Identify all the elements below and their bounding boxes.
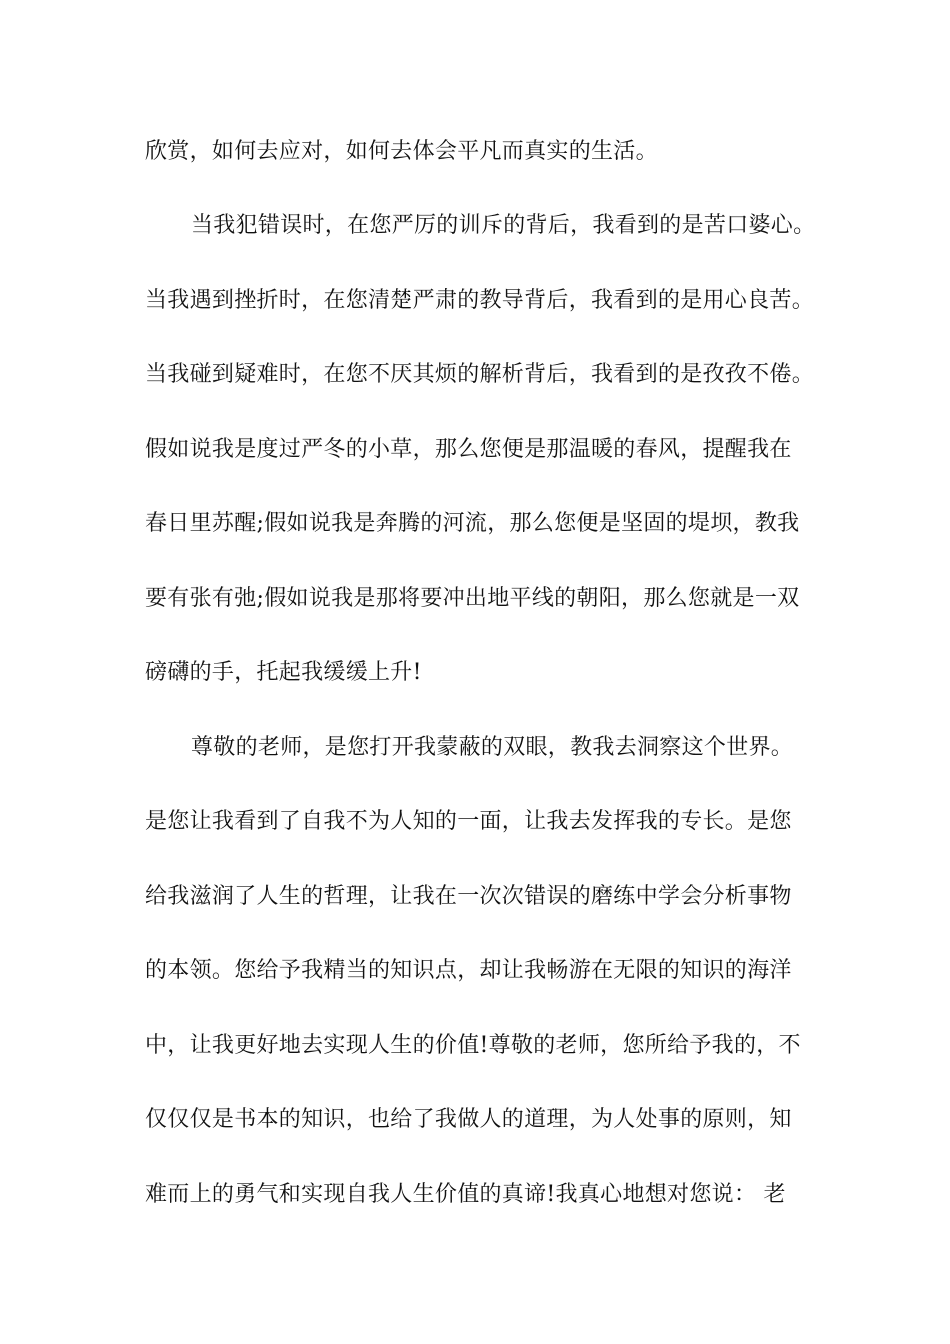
- text-line-11: 给我滋润了人生的哲理，让我在一次次错误的磨练中学会分析事物: [145, 884, 792, 909]
- text-line-5: 假如说我是度过严冬的小草，那么您便是那温暖的春风，提醒我在: [145, 437, 792, 462]
- text-line-10: 是您让我看到了自我不为人知的一面，让我去发挥我的专长。是您: [145, 809, 792, 834]
- text-line-15: 难而上的勇气和实现自我人生价值的真谛!我真心地想对您说： 老: [145, 1182, 786, 1207]
- text-line-13: 中，让我更好地去实现人生的价值!尊敬的老师，您所给予我的，不: [145, 1033, 801, 1058]
- text-line-6: 春日里苏醒;假如说我是奔腾的河流，那么您便是坚固的堤坝，教我: [145, 511, 800, 536]
- text-line-2: 当我犯错误时，在您严厉的训斥的背后，我看到的是苦口婆心。: [191, 213, 816, 238]
- text-line-3: 当我遇到挫折时，在您清楚严肃的教导背后，我看到的是用心良苦。: [145, 288, 815, 313]
- text-line-7: 要有张有弛;假如说我是那将要冲出地平线的朝阳，那么您就是一双: [145, 586, 800, 611]
- text-line-14: 仅仅仅是书本的知识，也给了我做人的道理，为人处事的原则，知: [145, 1107, 792, 1132]
- text-line-4: 当我碰到疑难时，在您不厌其烦的解析背后，我看到的是孜孜不倦。: [145, 362, 815, 387]
- text-line-8: 磅礴的手，托起我缓缓上升!: [145, 660, 422, 685]
- text-line-1: 欣赏，如何去应对，如何去体会平凡而真实的生活。: [145, 139, 658, 164]
- text-line-12: 的本领。您给予我精当的知识点，却让我畅游在无限的知识的海洋: [145, 958, 792, 983]
- text-line-9: 尊敬的老师，是您打开我蒙蔽的双眼，教我去洞察这个世界。: [191, 735, 794, 760]
